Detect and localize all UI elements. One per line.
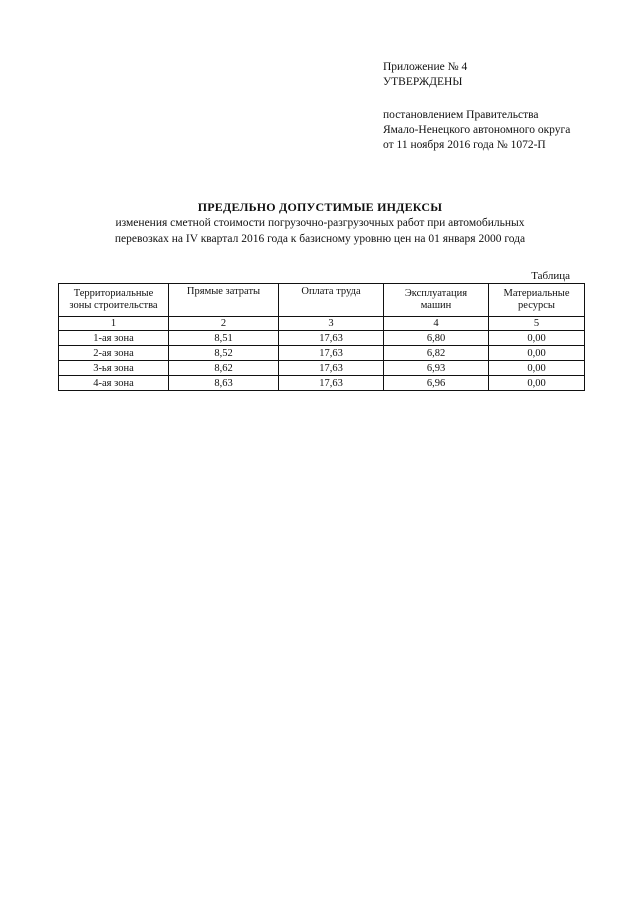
column-header: Прямые затраты [169,284,279,317]
appendix-label: Приложение № 4 [383,61,468,73]
document-subtitle [60,215,580,247]
zone-cell: 4-ая зона [59,376,169,391]
decree-line-3: от 11 ноября 2016 года № 1072-П [383,139,546,151]
machines-cell: 6,82 [384,346,489,361]
column-number: 4 [384,317,489,331]
table-row [59,361,585,376]
subtitle-line-2: перевозках на IV квартал 2016 года к базисному уровню цен на 01 января 2000 года [114,233,526,245]
column-number: 5 [489,317,585,331]
decree-line-1: постановлением Правительства [383,109,539,121]
table-row [59,346,585,361]
materials-cell: 0,00 [489,361,585,376]
column-header: Эксплуатация машин [384,284,489,317]
labor-cell: 17,63 [279,331,384,346]
labor-cell: 17,63 [279,361,384,376]
machines-cell: 6,93 [384,361,489,376]
table-row [59,376,585,391]
column-number: 2 [169,317,279,331]
zone-cell: 1-ая зона [59,331,169,346]
column-number: 3 [279,317,384,331]
approved-label: УТВЕРЖДЕНЫ [383,76,463,88]
column-header: Территориальные зоны строительства [59,284,169,317]
labor-cell: 17,63 [279,376,384,391]
column-header: Материальные ресурсы [489,284,585,317]
materials-cell: 0,00 [489,346,585,361]
table-row [59,331,585,346]
direct-costs-cell: 8,63 [169,376,279,391]
column-number: 1 [59,317,169,331]
table-header-row [59,284,585,317]
materials-cell: 0,00 [489,331,585,346]
subtitle-line-1: изменения сметной стоимости погрузочно-разгрузочных работ при автомобильных [115,217,525,229]
zone-cell: 2-ая зона [59,346,169,361]
direct-costs-cell: 8,62 [169,361,279,376]
decree-line-2: Ямало-Ненецкого автономного округа [383,124,571,136]
zone-cell: 3-ья зона [59,361,169,376]
approval-header [383,60,613,153]
column-number-row [59,317,585,331]
labor-cell: 17,63 [279,346,384,361]
indices-table [58,283,585,391]
document-title: ПРЕДЕЛЬНО ДОПУСТИМЫЕ ИНДЕКСЫ [197,200,443,214]
materials-cell: 0,00 [489,376,585,391]
machines-cell: 6,80 [384,331,489,346]
machines-cell: 6,96 [384,376,489,391]
direct-costs-cell: 8,52 [169,346,279,361]
table-caption: Таблица [531,270,570,282]
direct-costs-cell: 8,51 [169,331,279,346]
column-header: Оплата труда [279,284,384,317]
